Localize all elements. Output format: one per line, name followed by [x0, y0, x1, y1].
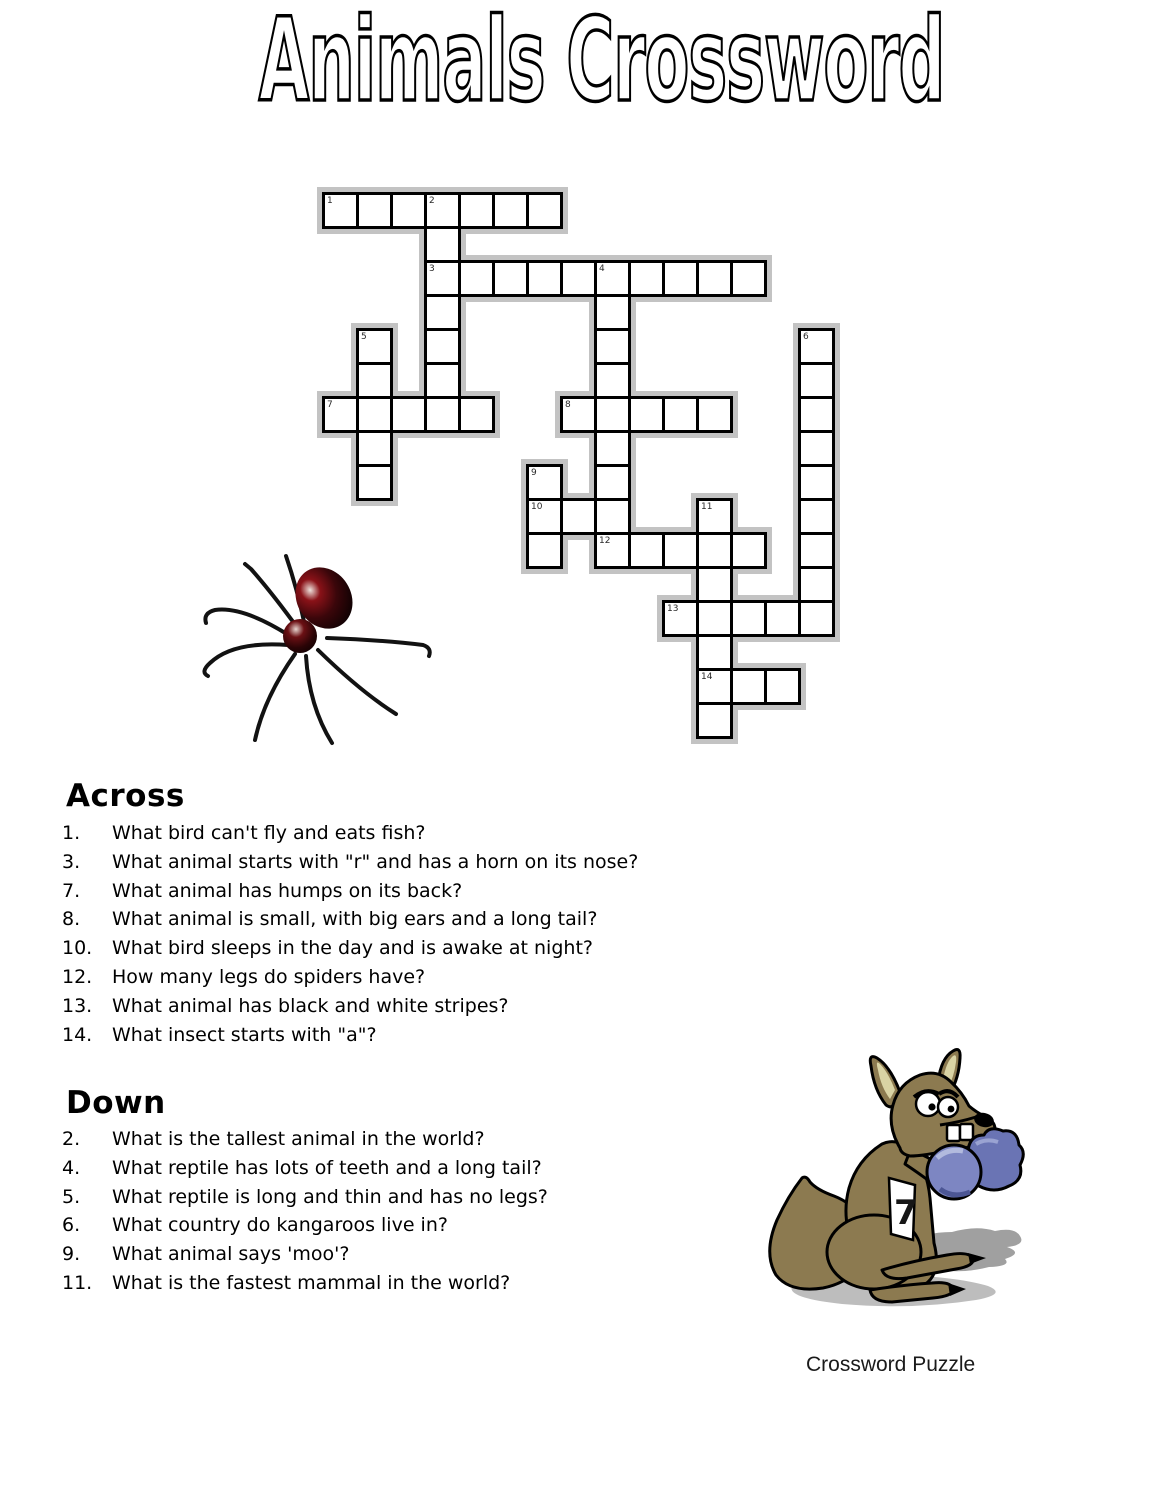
clue-text: What animal says 'moo'?	[112, 1243, 350, 1266]
page-title: Animals Crossword	[258, 0, 945, 128]
across-clue-12	[62, 966, 638, 995]
grid-cell[interactable]	[597, 467, 628, 498]
grid-cell[interactable]	[359, 399, 390, 430]
grid-cell[interactable]	[699, 569, 730, 600]
cell-number: 5	[361, 332, 367, 342]
kangaroo-eye-left	[916, 1092, 940, 1116]
word-4-down	[594, 260, 631, 569]
word-8-across	[560, 396, 733, 433]
clue-number: 2.	[62, 1128, 81, 1150]
grid-cell[interactable]	[699, 535, 730, 566]
clue-number: 4.	[62, 1156, 81, 1179]
down-clue-9	[62, 1243, 548, 1272]
down-clue-2	[62, 1128, 548, 1157]
cell-number: 13	[667, 604, 679, 614]
clue-number: 13.	[62, 994, 93, 1017]
grid-cell[interactable]	[563, 501, 594, 532]
clue-number: 9.	[62, 1243, 81, 1266]
clue-text: What insect starts with "a"?	[112, 1023, 377, 1046]
grid-cell[interactable]	[495, 263, 526, 294]
across-clue-13	[62, 995, 638, 1024]
grid-cell[interactable]	[699, 399, 730, 430]
title-row	[0, 0, 1159, 128]
kangaroo-tooth	[947, 1125, 960, 1141]
grid-cell[interactable]	[597, 331, 628, 362]
cell-number: 8	[565, 400, 571, 410]
grid-cell[interactable]	[801, 501, 832, 532]
grid-cell[interactable]	[699, 705, 730, 736]
word-2-down	[424, 192, 461, 433]
grid-cell[interactable]	[359, 467, 390, 498]
grid-cell[interactable]	[461, 263, 492, 294]
kangaroo-bib	[889, 1178, 918, 1240]
clue-number: 1.	[62, 822, 81, 844]
across-clue-8	[62, 908, 638, 937]
down-clue-6	[62, 1214, 548, 1243]
clue-number: 8.	[62, 908, 81, 931]
down-clue-list	[62, 1128, 548, 1301]
cell-number: 12	[599, 536, 611, 546]
grid-cell[interactable]	[733, 535, 764, 566]
across-clue-list	[62, 822, 638, 1052]
clue-text: What reptile is long and thin and has no legs?	[112, 1185, 548, 1208]
clue-number: 12.	[62, 965, 93, 988]
grid-cell[interactable]	[665, 535, 696, 566]
clue-text: What animal starts with "r" and has a horn on its nose?	[112, 850, 639, 873]
down-heading: Down	[66, 1085, 166, 1121]
clue-number: 5.	[62, 1185, 81, 1208]
across-clue-14	[62, 1024, 638, 1053]
grid-cell[interactable]	[801, 535, 832, 566]
grid-cell[interactable]	[393, 195, 424, 226]
grid-cell[interactable]	[767, 671, 798, 702]
grid-cell[interactable]	[733, 603, 764, 634]
grid-cell[interactable]	[427, 399, 458, 430]
cell-number: 6	[803, 332, 809, 342]
grid-cell[interactable]	[801, 365, 832, 396]
clue-text: What country do kangaroos live in?	[112, 1214, 448, 1237]
across-heading: Across	[66, 778, 185, 814]
kangaroo-tooth	[960, 1124, 973, 1140]
cell-number: 10	[531, 502, 543, 512]
clue-text: What is the fastest mammal in the world?	[112, 1271, 511, 1294]
cell-number: 4	[599, 264, 605, 274]
grid-cell[interactable]	[597, 501, 628, 532]
bib-number: 7	[894, 1193, 918, 1233]
clue-number: 7.	[62, 879, 81, 902]
grid-cell[interactable]	[597, 365, 628, 396]
cell-number: 9	[531, 468, 537, 478]
kangaroo-eye-right	[938, 1097, 958, 1117]
clue-text: What bird can't fly and eats fish?	[112, 822, 426, 844]
clue-text: What animal has black and white stripes?	[112, 994, 509, 1017]
grid-cell[interactable]	[427, 331, 458, 362]
grid-cell[interactable]	[699, 603, 730, 634]
clue-number: 3.	[62, 850, 81, 873]
grid-cell[interactable]	[631, 263, 662, 294]
grid-cell[interactable]	[427, 365, 458, 396]
cell-number: 2	[429, 196, 435, 206]
grid-cell[interactable]	[767, 603, 798, 634]
clue-text: What reptile has lots of teeth and a long tail?	[112, 1156, 542, 1179]
clue-number: 10.	[62, 937, 93, 960]
grid-cell[interactable]	[733, 263, 764, 294]
boxing-kangaroo-illustration	[762, 1048, 1027, 1323]
grid-cell[interactable]	[529, 195, 560, 226]
down-clue-5	[62, 1186, 548, 1215]
word-11-down	[696, 498, 733, 739]
grid-cell[interactable]	[801, 433, 832, 464]
grid-cell[interactable]	[427, 229, 458, 260]
grid-cell[interactable]	[699, 637, 730, 668]
grid-cell[interactable]	[597, 433, 628, 464]
grid-cell[interactable]	[801, 399, 832, 430]
grid-cell[interactable]	[733, 671, 764, 702]
glove-front	[927, 1145, 981, 1199]
word-9-down	[526, 464, 563, 569]
down-clue-4	[62, 1157, 548, 1186]
cell-number: 3	[429, 264, 435, 274]
clue-number: 14.	[62, 1023, 93, 1046]
cell-number: 1	[327, 196, 333, 206]
spider-head	[283, 619, 317, 653]
grid-cell[interactable]	[699, 263, 730, 294]
clue-text: What animal is small, with big ears and a long tail?	[112, 908, 598, 931]
word-6-down	[798, 328, 835, 637]
grid-cell[interactable]	[665, 263, 696, 294]
grid-cell[interactable]	[801, 569, 832, 600]
across-clue-10	[62, 937, 638, 966]
grid-cell[interactable]	[529, 535, 560, 566]
clue-number: 6.	[62, 1214, 81, 1237]
cell-number: 7	[327, 400, 333, 410]
grid-cell[interactable]	[461, 399, 492, 430]
spider-illustration	[185, 548, 435, 753]
grid-cell[interactable]	[665, 399, 696, 430]
clue-number: 11.	[62, 1271, 93, 1294]
clue-text: How many legs do spiders have?	[112, 965, 426, 988]
grid-cell[interactable]	[597, 297, 628, 328]
word-7-across	[322, 396, 495, 433]
clue-text: What animal has humps on its back?	[112, 879, 463, 902]
grid-cell[interactable]	[359, 365, 390, 396]
grid-cell[interactable]	[495, 195, 526, 226]
grid-cell[interactable]	[461, 195, 492, 226]
grid-cell[interactable]	[801, 603, 832, 634]
grid-cell[interactable]	[529, 263, 560, 294]
grid-cell[interactable]	[597, 399, 628, 430]
down-clue-11	[62, 1272, 548, 1301]
grid-cell[interactable]	[359, 195, 390, 226]
across-clue-7	[62, 880, 638, 909]
grid-cell[interactable]	[631, 535, 662, 566]
across-clue-1	[62, 822, 638, 851]
clue-text: What bird sleeps in the day and is awake at night?	[112, 937, 593, 960]
grid-cell[interactable]	[359, 433, 390, 464]
clue-text: What is the tallest animal in the world?	[112, 1128, 485, 1150]
across-clue-3	[62, 851, 638, 880]
grid-cell[interactable]	[427, 297, 458, 328]
footer-caption: Crossword Puzzle	[806, 1353, 976, 1376]
cell-number: 11	[701, 502, 713, 512]
grid-cell[interactable]	[563, 263, 594, 294]
grid-cell[interactable]	[631, 399, 662, 430]
cell-number: 14	[701, 672, 713, 682]
word-5-down	[356, 328, 393, 501]
grid-cell[interactable]	[801, 467, 832, 498]
grid-cell[interactable]	[393, 399, 424, 430]
